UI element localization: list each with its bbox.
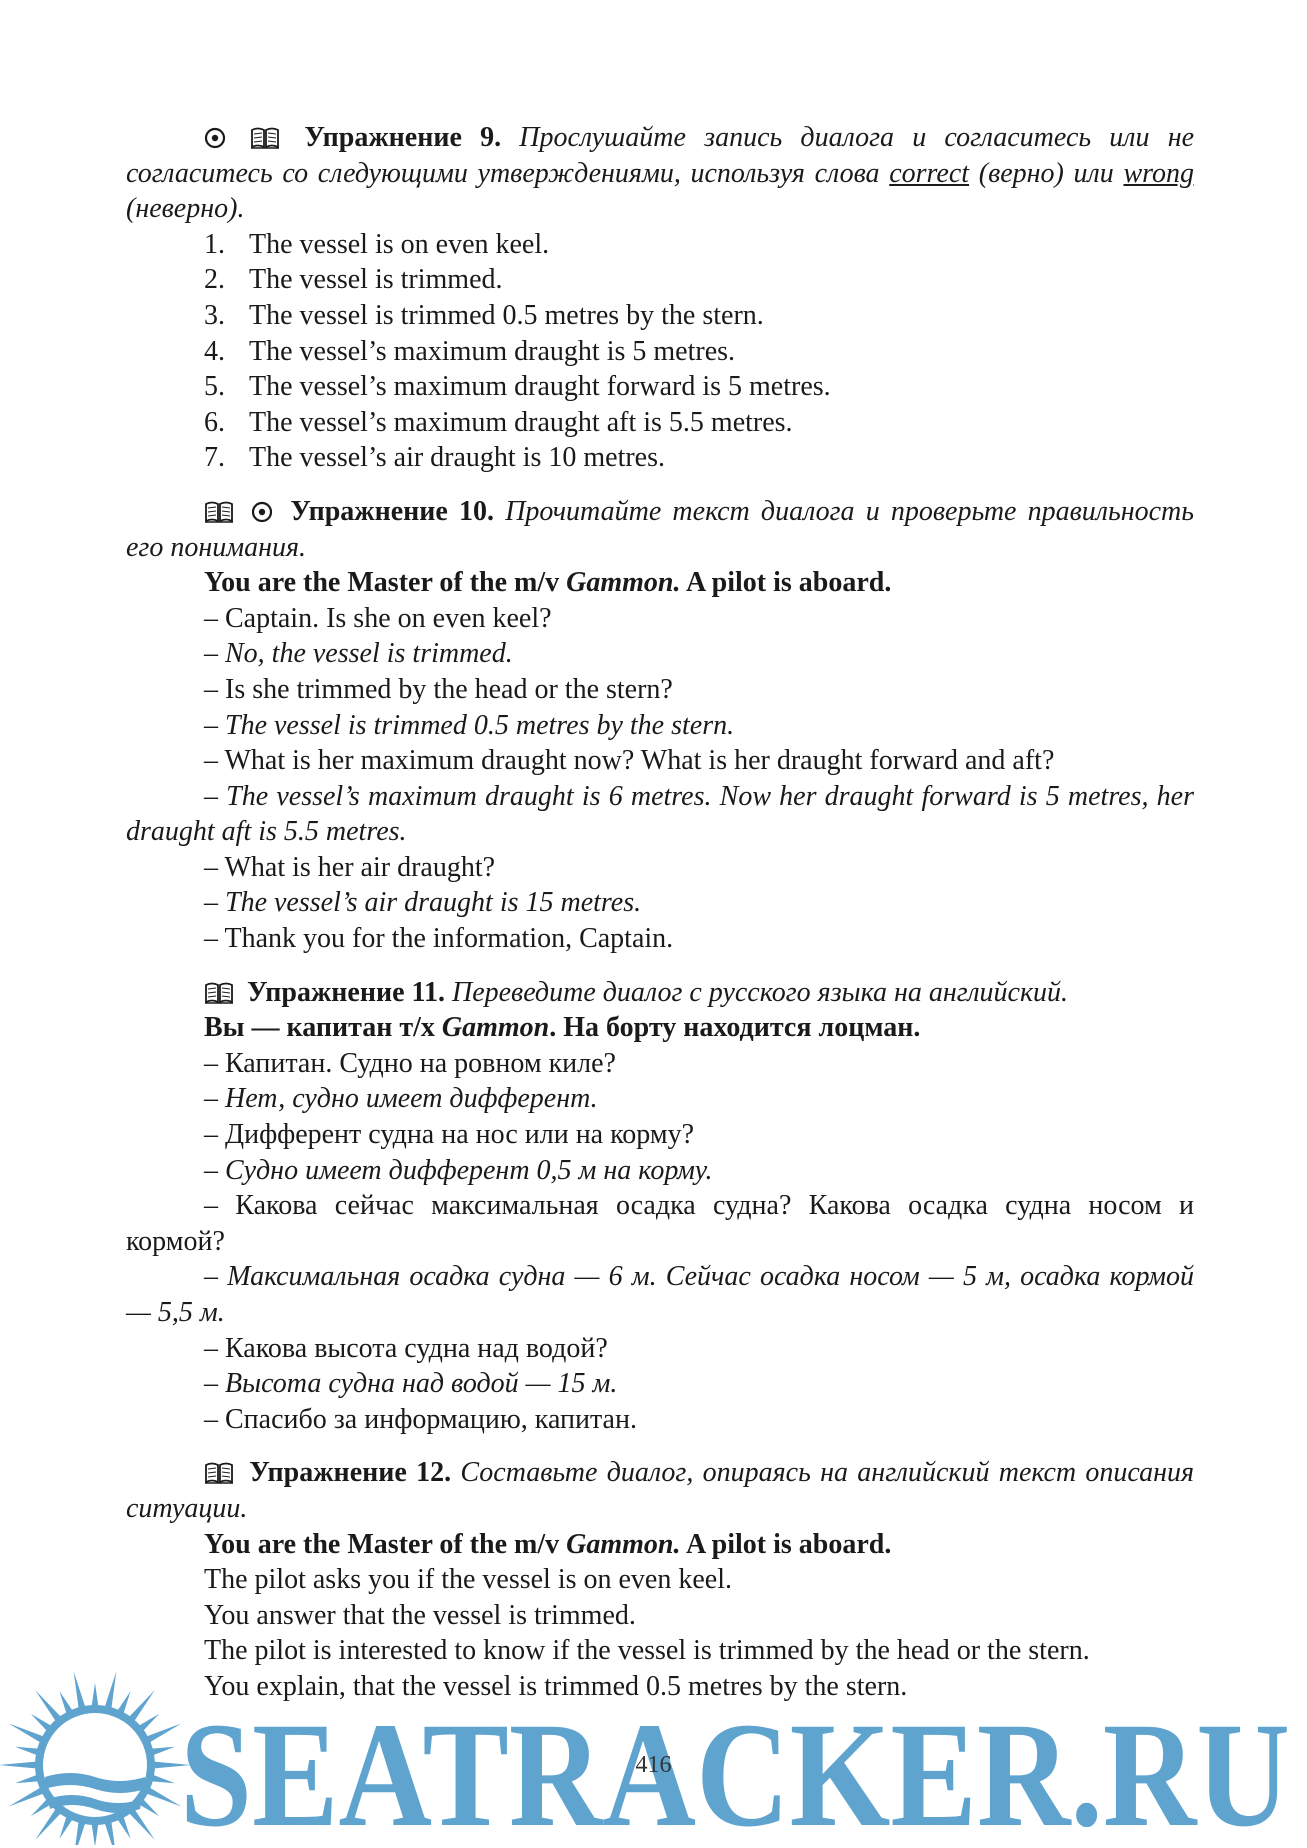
statement-item [126,262,1194,298]
situation-text-end: A pilot is aboard. [680,1528,892,1560]
statement-item [126,227,1194,263]
page-number: 416 [635,1752,672,1778]
sun-ray [146,1723,182,1743]
statement-text: The vessel’s maximum draught forward is 5 metres. [249,371,831,403]
sun-ray [104,1671,116,1709]
page-content [126,120,1194,1705]
dialogue-line: – What is her air draught? [204,851,496,883]
exercise-12-situation [126,1527,1194,1563]
exercise-9-header [126,120,1194,227]
sun-ray [92,1823,99,1845]
dialogue-line: – Спасибо за информацию, капитан. [204,1403,637,1435]
statement-text: The vessel is trimmed. [249,264,503,296]
exercise-10-situation [126,565,1194,601]
sun-ray [9,1787,45,1807]
exercise-10-title: Упражнение 10. [290,495,495,527]
sun-ray [92,1683,99,1707]
exercise-12-instruction: Составьте диалог, опираясь на английский текст описания ситуации. [126,1457,1195,1524]
dialogue-line: – Thank you for the information, Captain. [204,923,674,955]
statement-item [126,440,1194,476]
dialogue-line: – Is she trimmed by the head or the stern? [204,673,673,705]
watermark-text: SEATRACKER.RU [180,1692,1290,1845]
situation-text: Вы — капитан т/х [204,1012,442,1044]
situation-text: You are the Master of the m/v [204,567,567,599]
situation-text-end: . На борту находится лоцман. [549,1012,921,1044]
situation-text: You are the Master of the m/v [204,1528,567,1560]
dialogue-line: – Максимальная осадка судна — 6 м. Сейчас осадка носом — 5 м, осадка кормой — 5,5 м. [126,1261,1194,1328]
statement-item [126,369,1194,405]
sun-ray [104,1821,116,1845]
exercise-9-statements [126,227,1194,476]
ship-name: Gammon. [566,1528,681,1560]
situation-text-end: A pilot is aboard. [680,567,892,599]
sun-ray [74,1671,86,1709]
dialogue-line: – Какова сейчас максимальная осадка судна? Какова осадка судна носом и кормой? [126,1190,1194,1257]
exercise-9-instruction-mid: (верно) или [969,157,1124,189]
ship-name: Gammon. [566,567,681,599]
exercise-11-header [126,975,1194,1011]
ship-name: Gammon [441,1012,550,1044]
dialogue-line: – Captain. Is she on even keel? [204,602,552,634]
exercise-12-title: Упражнение 12. [249,1457,452,1489]
exercise-10-header [126,494,1194,565]
situation-line: You explain, that the vessel is trimmed 0.5 metres by the stern. [204,1670,908,1702]
exercise-11-instruction: Переведите диалог с русского языка на английский. [444,976,1069,1008]
statement-text: The vessel’s air draught is 10 metres. [249,442,666,474]
word-correct: correct [889,157,970,189]
exercise-9-instruction: Прослушайте запись диалога и согласитесь или не согласитесь со следующими утверждениями, используя слова [126,122,1195,189]
exercise-12-header [126,1455,1194,1526]
dialogue-line: – The vessel’s maximum draught is 6 metres. Now her draught forward is 5 metres, her draught aft is 5.5 metres. [126,780,1194,848]
exercise-9-instruction-end: (неверно). [126,193,245,225]
book-icon [204,1462,234,1484]
dialogue-line: – Высота судна над водой — 15 м. [204,1368,618,1400]
statement-number: 6. [204,406,225,438]
dialogue-line: – Судно имеет дифферент 0,5 м на корму. [204,1154,713,1186]
dialogue-line: – Нет, судно имеет дифферент. [204,1083,598,1115]
statement-item [126,298,1194,334]
statement-number: 5. [204,371,225,403]
statement-number: 4. [204,335,225,367]
statement-text: The vessel is trimmed 0.5 metres by the stern. [249,299,764,331]
statement-item [126,334,1194,370]
word-wrong: wrong [1123,157,1194,189]
audio-disc-icon [251,501,273,523]
exercise-10-instruction: Прочитайте текст диалога и проверьте правильность его понимания. [126,495,1195,563]
sun-ray [74,1821,86,1845]
dialogue-line: – Какова высота судна над водой? [204,1332,608,1364]
dialogue-line: – The vessel’s air draught is 15 metres. [204,887,642,919]
dialogue-line: – No, the vessel is trimmed. [204,638,513,670]
sun-ray [9,1723,45,1743]
situation-line: You answer that the vessel is trimmed. [204,1599,636,1631]
book-icon [250,127,280,149]
statement-item [126,405,1194,441]
book-icon [204,501,234,523]
statement-text: The vessel’s maximum draught is 5 metres. [249,335,736,367]
statement-text: The vessel is on even keel. [249,228,550,260]
sun-ray [146,1787,182,1807]
audio-disc-icon [204,127,226,149]
statement-number: 1. [204,228,225,260]
statement-number: 2. [204,264,225,296]
exercise-11-situation [126,1010,1194,1046]
situation-line: The pilot is interested to know if the vessel is trimmed by the head or the stern. [204,1635,1090,1667]
statement-number: 7. [204,442,225,474]
statement-number: 3. [204,299,225,331]
sun-ray [35,1808,61,1840]
dialogue-line: – Капитан. Судно на ровном киле? [204,1047,616,1079]
dialogue-line: – The vessel is trimmed 0.5 metres by the stern. [204,709,735,741]
sun-ray [35,1690,61,1722]
book-icon [204,982,234,1004]
statement-text: The vessel’s maximum draught aft is 5.5 metres. [249,406,793,438]
exercise-11-title: Упражнение 11. [247,976,445,1008]
exercise-9-title: Упражнение 9. [304,122,502,153]
dialogue-line: – What is her maximum draught now? What is her draught forward and aft? [204,745,1055,777]
sun-ray [128,1808,154,1840]
situation-line: The pilot asks you if the vessel is on even keel. [204,1564,732,1596]
dialogue-line: – Дифферент судна на нос или на корму? [204,1119,695,1151]
sun-ray [128,1690,154,1722]
